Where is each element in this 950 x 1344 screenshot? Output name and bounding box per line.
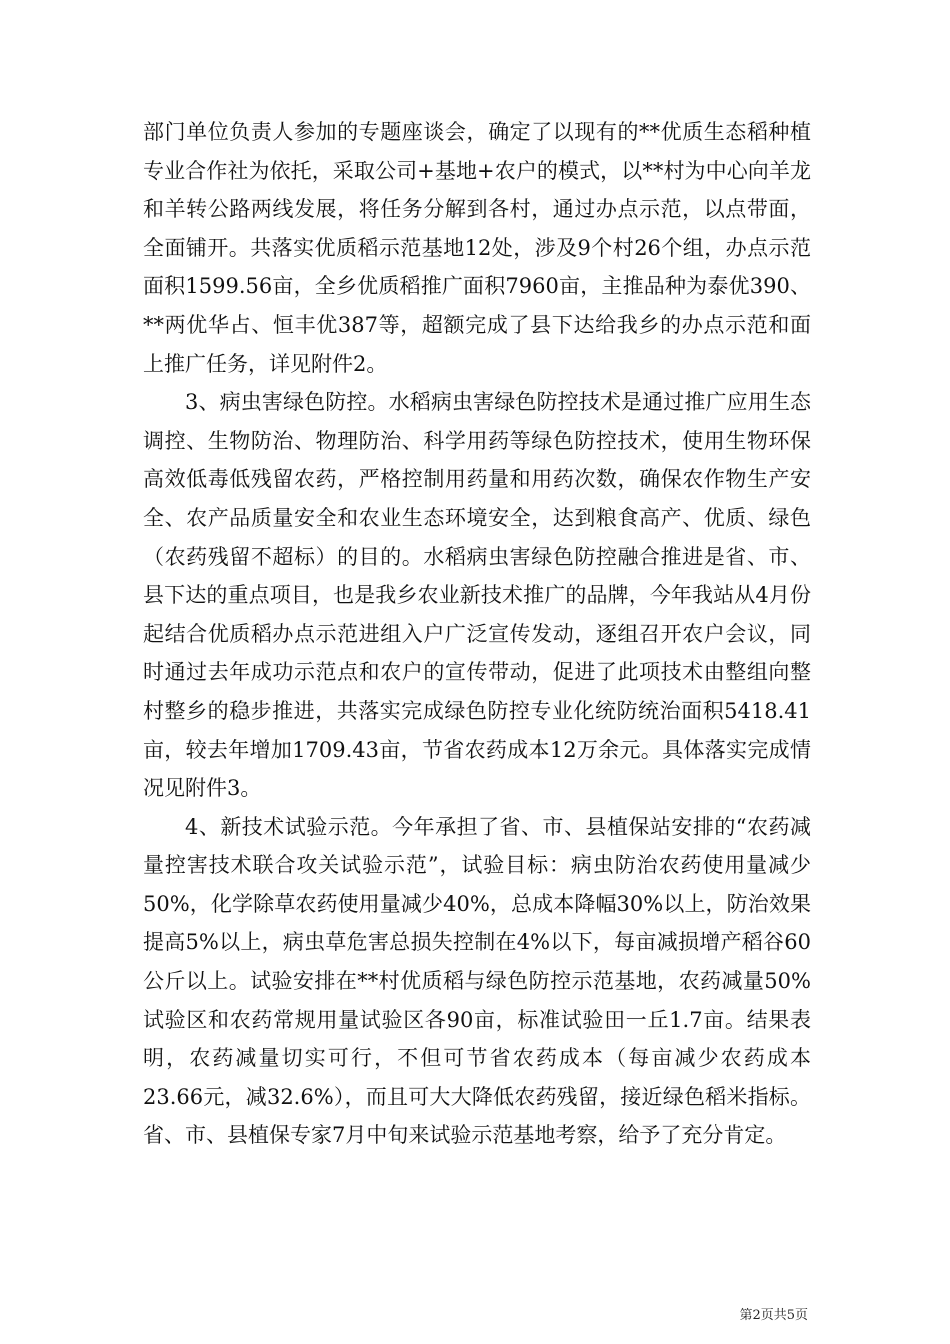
paragraph-new-technology-trial: 4、新技术试验示范。今年承担了省、市、县植保站安排的“农药减量控害技术联合攻关试验示范”，试验目标：病虫防治农药使用量减少50%，化学除草农药使用量减少40%，总成本降幅30%以上，防治效果提高5%以上，病虫草危害总损失控制在4%以下，每亩减损增产稻谷60公斤以上。试验安排在**村优质稻与绿色防控示范基地，农药减量50%试验区和农药常规用量试验区各90亩，标准试验田一丘1.7亩。结果表明，农药减量切实可行，不但可节省农药成本（每亩减少农药成本23.66元，减32.6%），而且可大大降低农药残留，接近绿色稻米指标。省、市、县植保专家7月中旬来试验示范基地考察，给予了充分肯定。	[143, 814, 811, 1148]
paragraph-pest-green-control: 3、病虫害绿色防控。水稻病虫害绿色防控技术是通过推广应用生态调控、生物防治、物理防治、科学用药等绿色防控技术，使用生物环保高效低毒低残留农药，严格控制用药量和用药次数，确保农作物生产安全、农产品质量安全和农业生态环境安全，达到粮食高产、优质、绿色（农药残留不超标）的目的。水稻病虫害绿色防控融合推进是省、市、县下达的重点项目，也是我乡农业新技术推广的品牌，今年我站从4月份起结合优质稻办点示范进组入户广泛宣传发动，逐组召开农户会议，同时通过去年成功示范点和农户的宣传带动，促进了此项技术由整组向整村整乡的稳步推进，共落实完成绿色防控专业化统防统治面积5418.41亩，较去年增加1709.43亩，节省农药成本12万余元。具体落实完成情况见附件3。	[143, 390, 811, 801]
paragraph-continued: 部门单位负责人参加的专题座谈会，确定了以现有的**优质生态稻种植专业合作社为依托，采取公司+基地+农户的模式，以**村为中心向羊龙和羊转公路两线发展，将任务分解到各村，通过办点示范，以点带面，全面铺开。共落实优质稻示范基地12处，涉及9个村26个组，办点示范面积1599.56亩，全乡优质稻推广面积7960亩，主推品种为泰优390、**两优华占、恒丰优387等，超额完成了县下达给我乡的办点示范和面上推广任务，详见附件2。	[143, 120, 811, 376]
document-body	[143, 113, 811, 1155]
page-number-footer: 第2页共5页	[739, 1308, 808, 1323]
